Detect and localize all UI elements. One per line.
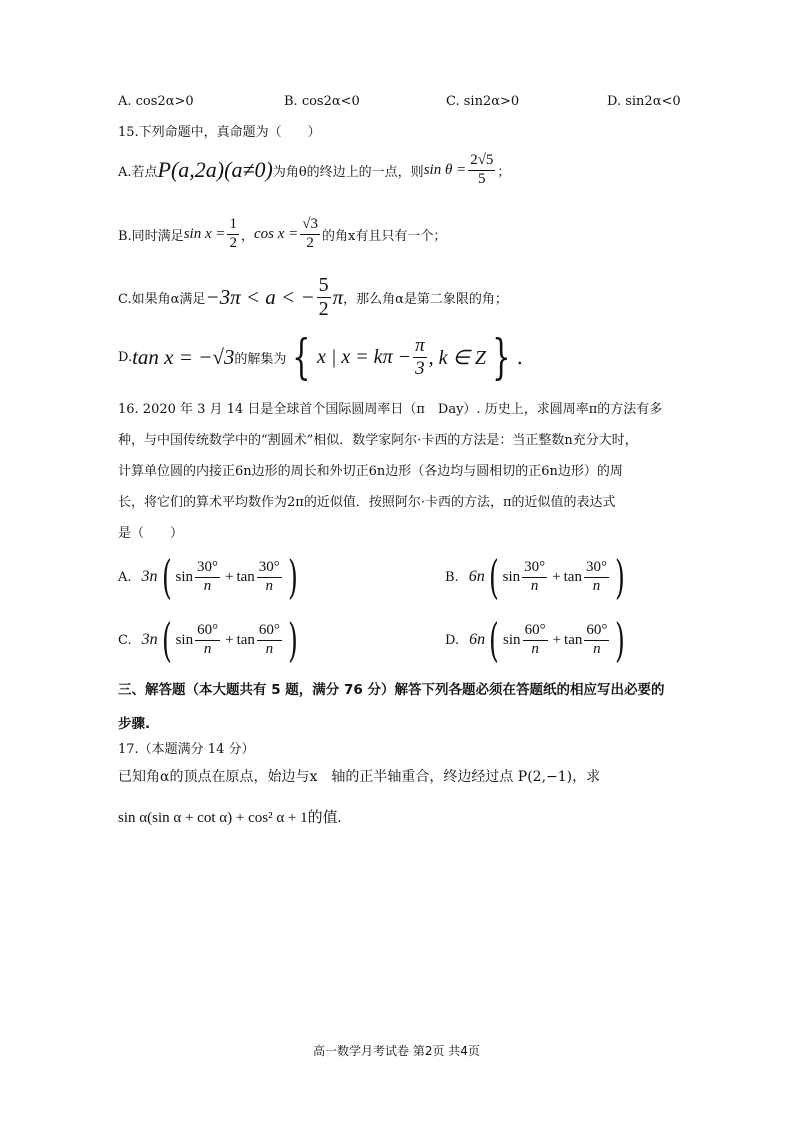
q15-d-den: 3 — [415, 357, 425, 379]
q15-b-end: 的角x有且只有一个； — [322, 228, 447, 244]
q14-option-b: B. cos2α<0 — [284, 94, 360, 109]
q15-c-fraction — [317, 274, 331, 321]
q16-b-deg-1: 30° — [522, 559, 547, 577]
q15-option-c — [118, 272, 508, 322]
q15-c-prefix: C.如果角α满足 — [118, 291, 206, 307]
q16-c-plus: + — [225, 631, 234, 648]
q16-d-deg-1: 60° — [523, 622, 548, 640]
q16-option-d — [445, 615, 629, 665]
q16-b-sin: sin — [502, 568, 521, 585]
q15-d-set-2: , k ∈ Z — [428, 346, 487, 369]
q15-b-cos: cos x = — [254, 225, 299, 242]
q15-option-b — [118, 212, 446, 256]
left-paren-icon: ( — [161, 550, 172, 604]
q16-line-3: 计算单位圆的内接正6n边形的周长和外切正6n边形（各边均与圆相切的正6n边形）的周 — [118, 464, 623, 479]
q15-a-mid: 为角θ的终边上的一点，则 — [272, 164, 424, 180]
q16-a-tan: tan — [236, 568, 255, 585]
section3-heading-line-2: 步骤. — [118, 716, 151, 732]
q15-a-denominator: 5 — [478, 170, 486, 187]
q16-a-deg-1: 30° — [195, 559, 220, 577]
q16-b-den-1: n — [530, 577, 539, 594]
q16-d-den-2: n — [593, 640, 601, 657]
q15-c-end: ，那么角α是第二象限的角； — [343, 291, 508, 307]
q15-b-prefix: B.同时满足 — [118, 228, 184, 244]
q16-d-deg-2: 60° — [584, 622, 609, 640]
q16-a-deg-2: 30° — [257, 559, 282, 577]
q15-d-end: . — [516, 345, 523, 369]
q15-b-fraction-2 — [300, 216, 320, 252]
left-paren-icon: ( — [161, 613, 172, 667]
q16-a-den-1: n — [203, 577, 212, 594]
q16-d-tan: tan — [564, 631, 583, 648]
q16-option-b — [445, 552, 629, 602]
q16-d-den-1: n — [531, 640, 539, 657]
q15-b-num2: √3 — [300, 216, 320, 234]
q16-d-plus: + — [552, 631, 562, 648]
q16-b-deg-2: 30° — [584, 559, 609, 577]
q15-a-sin: sin θ = — [423, 161, 467, 178]
q16-a-sin: sin — [175, 568, 193, 585]
q16-b-plus: + — [552, 568, 561, 585]
q15-d-set-1: x | x = kπ − — [316, 345, 412, 368]
page-footer: 高一数学月考试卷 第2页 共4页 — [313, 1044, 480, 1058]
q16-c-deg-2: 60° — [257, 622, 282, 640]
q16-line-1: 16. 2020 年 3 月 14 日是全球首个国际圆周率日（π Day）. 历史上，求圆周率π的方法有多 — [118, 402, 663, 417]
q15-d-num: π — [415, 334, 425, 356]
q16-line-2: 种，与中国传统数学中的“割圆术”相似．数学家阿尔·卡西的方法是：当正整数n充分大时， — [118, 433, 638, 448]
q17-line-1: 已知角α的顶点在原点，始边与x 轴的正半轴重合，终边经过点 P(2,−1)，求 — [118, 769, 601, 785]
q15-a-numerator: 2√5 — [468, 152, 495, 170]
q15-a-end: ； — [497, 164, 511, 180]
q16-b-coef: 6n — [468, 568, 485, 585]
q16-c-den-1: n — [203, 640, 212, 657]
q16-b-label: B. — [445, 569, 459, 585]
q15-d-mid: 的解集为 — [234, 351, 287, 367]
q16-d-sin: sin — [503, 631, 521, 648]
right-paren-icon: ) — [287, 613, 298, 667]
q15-c-ineq: −3π < a < − — [205, 284, 315, 309]
left-brace-icon: { — [292, 329, 311, 385]
q16-line-5: 是（ ） — [118, 526, 184, 541]
q15-option-a — [118, 148, 510, 192]
left-paren-icon: ( — [489, 613, 500, 667]
q16-option-c — [118, 615, 302, 665]
q17-heading: 17.（本题满分 14 分） — [118, 742, 255, 757]
q16-c-den-2: n — [265, 640, 274, 657]
q15-c-den: 2 — [318, 297, 329, 320]
q16-a-label: A. — [118, 569, 132, 585]
q14-option-c: C. sin2α>0 — [446, 94, 520, 109]
q15-a-prefix: A.若点 — [118, 164, 158, 180]
q16-c-label: C. — [118, 632, 132, 648]
q15-option-d — [118, 330, 523, 384]
q15-a-fraction — [468, 152, 495, 188]
q16-b-tan: tan — [563, 568, 582, 585]
q15-b-den2: 2 — [306, 234, 314, 251]
q15-b-sep: ， — [240, 228, 254, 244]
q16-c-deg-1: 60° — [195, 622, 220, 640]
section3-heading-line-1: 三、解答题（本大题共有 5 题，满分 76 分）解答下列各题必须在答题纸的相应写出必要的 — [118, 682, 665, 698]
q16-c-tan: tan — [236, 631, 255, 648]
q15-d-eq: tan x = −√3 — [132, 344, 235, 369]
right-paren-icon: ) — [615, 613, 626, 667]
q15-d-prefix: D. — [118, 349, 133, 365]
q16-b-den-2: n — [592, 577, 601, 594]
q15-b-sin: sin x = — [183, 225, 226, 242]
q17-line-2: sin α(sin α + cot α) + cos² α + 1的值. — [118, 810, 342, 826]
q15-b-den1: 2 — [229, 234, 237, 251]
q16-d-label: D. — [445, 632, 460, 648]
left-paren-icon: ( — [488, 550, 499, 604]
q16-option-a — [118, 552, 302, 602]
q16-a-coef: 3n — [141, 568, 158, 585]
q15-b-fraction-1 — [227, 216, 239, 252]
right-brace-icon: } — [492, 329, 511, 385]
q15-stem: 15.下列命题中，真命题为（ ） — [118, 125, 321, 140]
q15-c-num: 5 — [318, 273, 329, 296]
q15-a-point: P(a,2a)(a≠0) — [157, 157, 273, 182]
right-paren-icon: ) — [614, 550, 625, 604]
q16-c-coef: 3n — [141, 631, 158, 648]
q16-a-plus: + — [225, 568, 234, 585]
q16-line-4: 长，将它们的算术平均数作为2π的近似值．按照阿尔·卡西的方法，π的近似值的表达式 — [118, 495, 616, 510]
q16-c-sin: sin — [175, 631, 194, 648]
q16-a-den-2: n — [265, 577, 274, 594]
q15-d-fraction — [413, 335, 427, 380]
q15-c-pi: π — [332, 284, 344, 309]
q14-option-d: D. sin2α<0 — [607, 94, 681, 109]
right-paren-icon: ) — [287, 550, 298, 604]
q15-b-num1: 1 — [227, 216, 239, 234]
q14-option-a: A. cos2α>0 — [118, 94, 194, 109]
q16-d-coef: 6n — [469, 631, 486, 648]
